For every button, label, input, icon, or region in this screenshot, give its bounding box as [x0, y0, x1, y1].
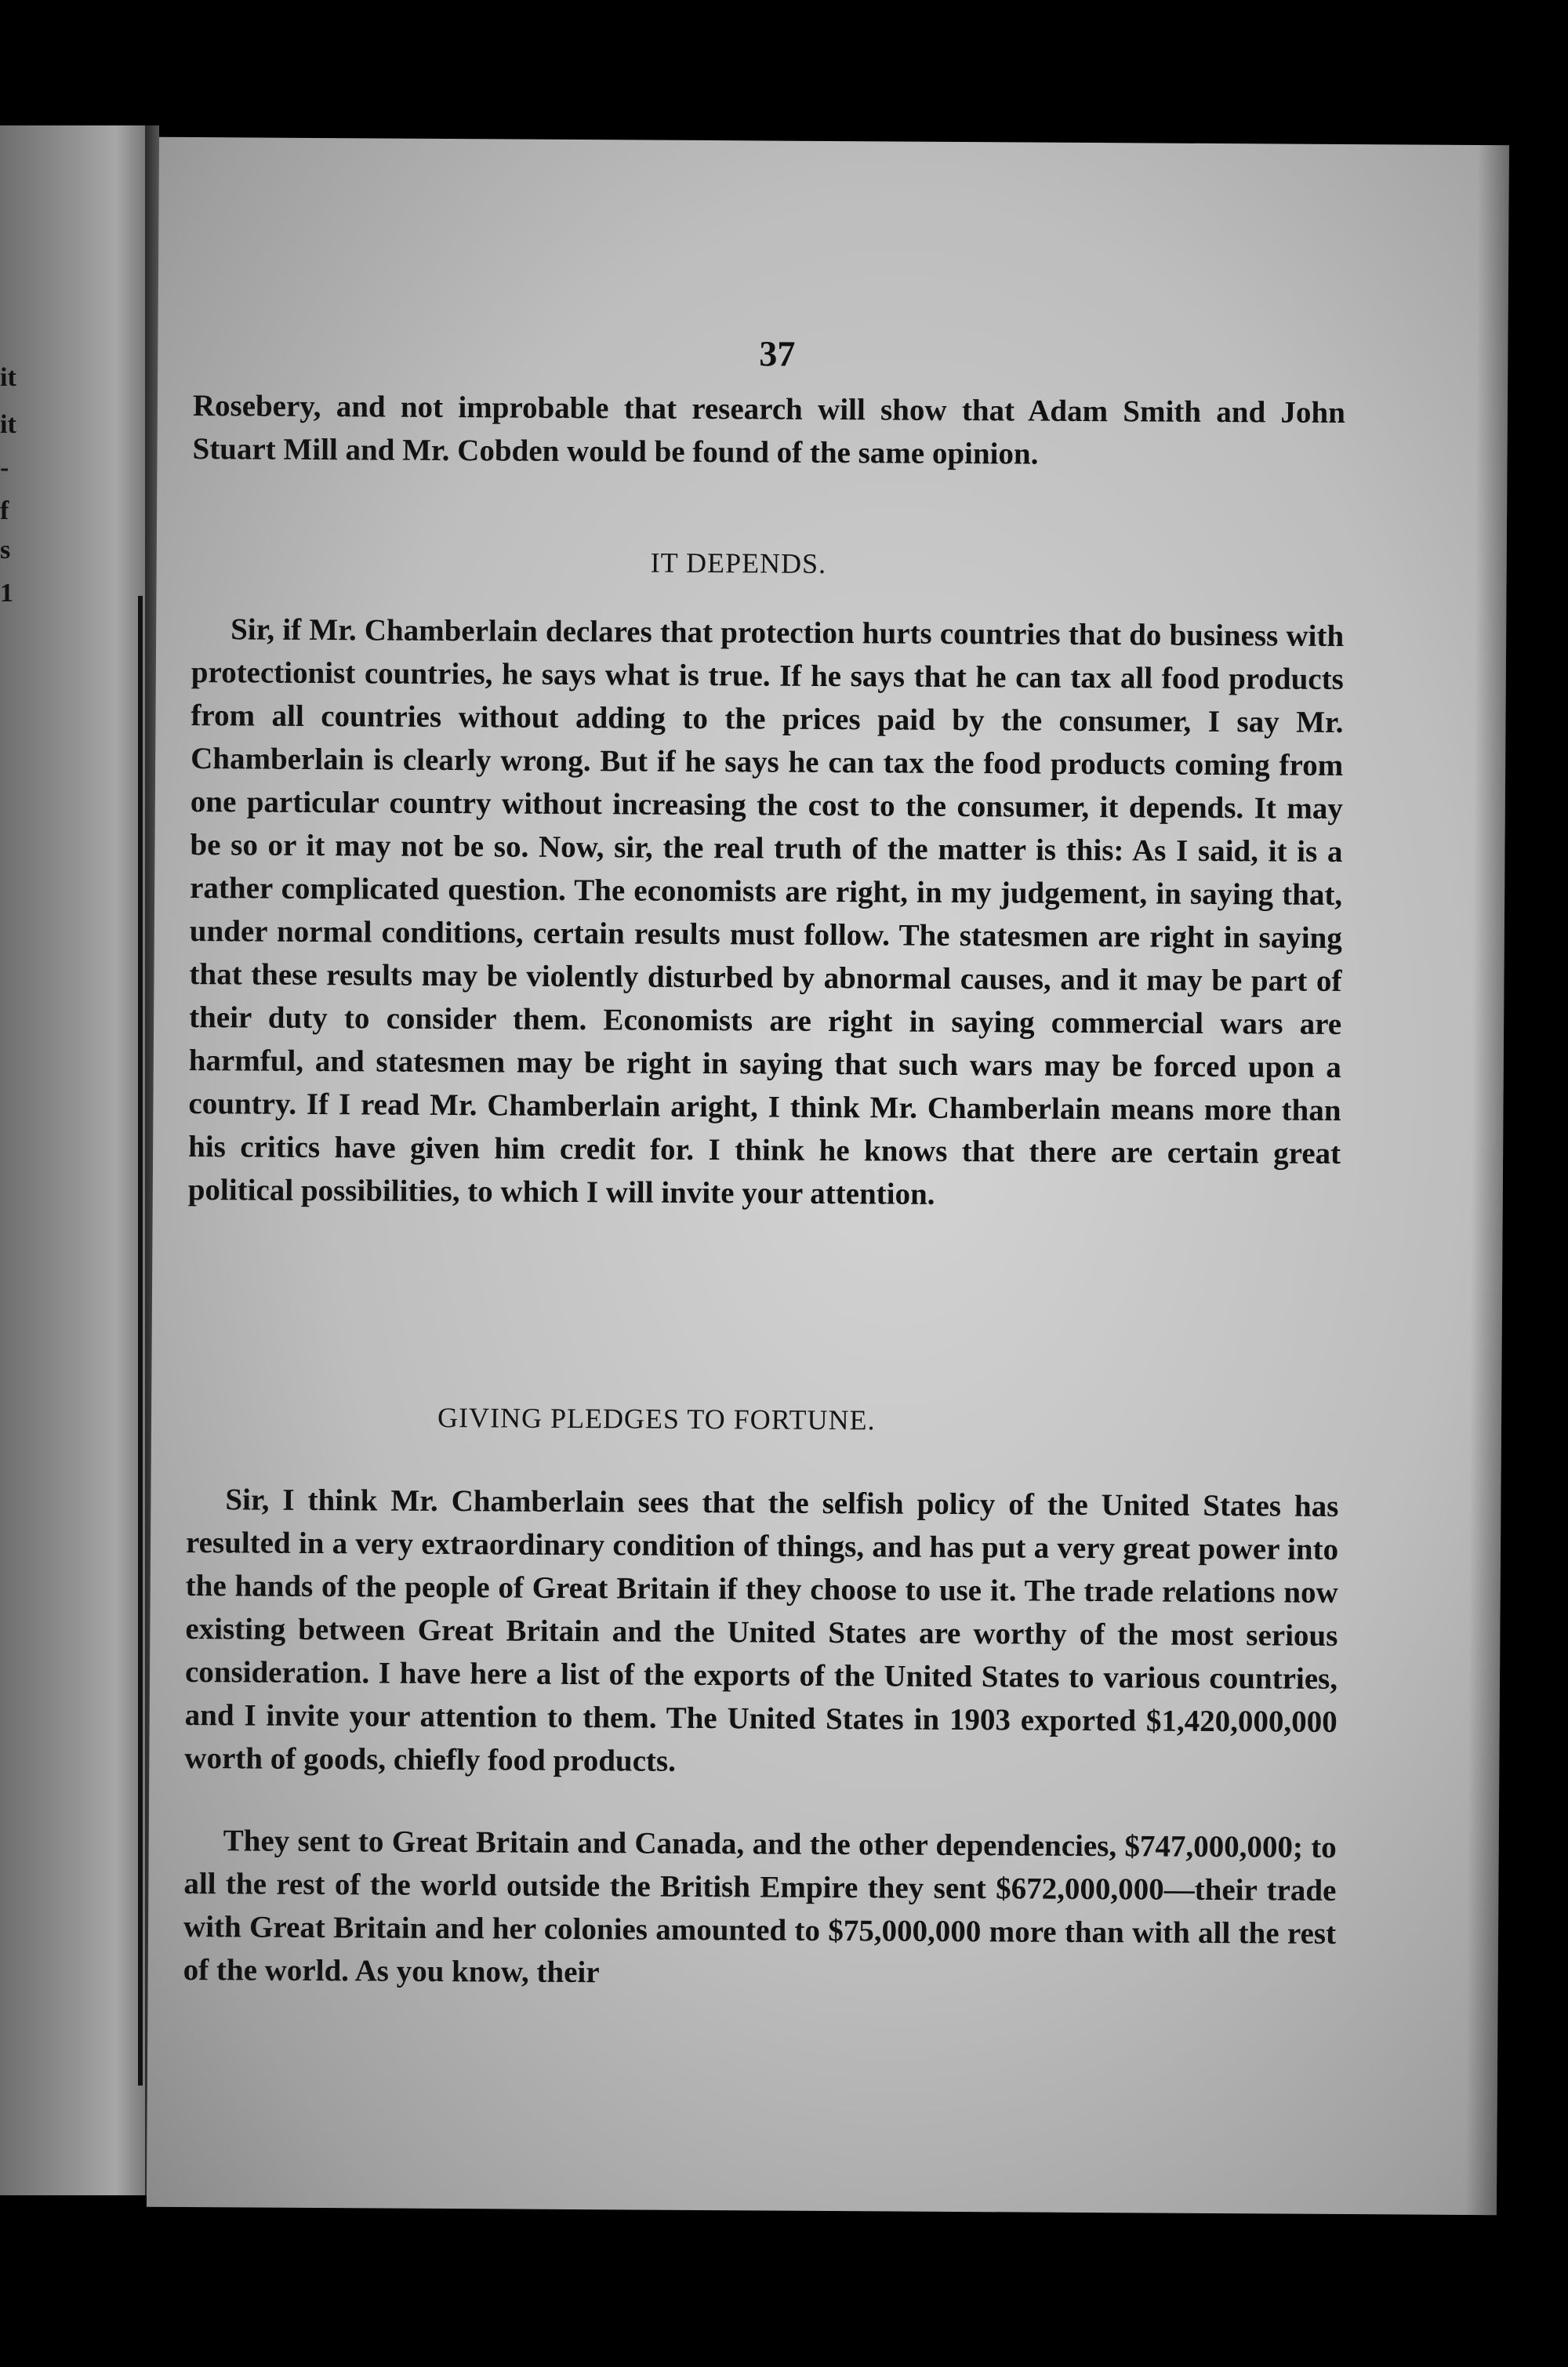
section-body — [183, 1819, 1337, 1999]
edge-text: it — [0, 363, 16, 392]
book-page — [147, 137, 1509, 2215]
edge-text: f — [0, 496, 9, 525]
previous-page-edge — [0, 125, 145, 2195]
section-body — [184, 1478, 1338, 1787]
page-number: 37 — [759, 333, 796, 374]
paragraph-text: They sent to Great Britain and Canada, and the other dependencies, $747,000,000; to all the rest of the world outside the British Empire they sent $672,000,000—their trade with Great Britain and her colonies amounted to $75,000,000 more than with all the rest of the world. As you know, their — [183, 1824, 1337, 1990]
spine-shadow — [138, 596, 143, 2086]
section-heading: GIVING PLEDGES TO FORTUNE. — [437, 1401, 876, 1436]
edge-text: - — [0, 453, 9, 482]
edge-text: s — [0, 535, 11, 565]
edge-text: it — [0, 410, 16, 439]
paragraph-text: Rosebery, and not improbable that research will show that Adam Smith and John Stuart Mill and Mr. Cobden would be found of the same opinion. — [192, 389, 1346, 471]
paragraph-text: Sir, if Mr. Chamberlain declares that protection hurts countries that do business with protectionist countries, he says what is true. If he says that he can tax all food products from all countries without adding to the prices paid by the consumer, I say Mr. Chamberlain is clearly wrong. But if he says he can tax the food products coming from one particular country without increasing the cost to the consumer, it depends. It may be so or it may not be so. Now, sir, the real truth of the matter is this: As I said, it is a rather complicated question. The economists are right, in my judgement, in saying that, under normal conditions, certain results must follow. The statesmen are right in saying that these results may be violently disturbed by abnormal causes, and it may be part of their duty to consider them. Economists are right in saying commercial wars are harmful, and statesmen may be right in saying that such wars may be forced upon a country. If I read Mr. Chamberlain aright, I think Mr. Chamberlain means more than his critics have given him credit for. I think he knows that there are certain great political possibilities, to which I will invite your attention. — [187, 612, 1345, 1211]
page-shadow — [1465, 145, 1509, 2215]
paragraph-text: Sir, I think Mr. Chamberlain sees that the selfish policy of the United States has resulted in a very extraordinary condition of things, and has put a very great power into the hands of the people of Great Britain if they choose to use it. The trade relations now existing between Great Britain and the United States are worthy of the most serious consideration. I have here a list of the exports of the United States to various countries, and I invite your attention to them. The United States in 1903 exported $1,420,000,000 worth of goods, chiefly food products. — [184, 1483, 1339, 1778]
section-heading: IT DEPENDS. — [650, 546, 827, 579]
section-body — [188, 608, 1345, 1218]
continuation-paragraph — [192, 384, 1345, 477]
edge-text: 1 — [0, 579, 13, 608]
